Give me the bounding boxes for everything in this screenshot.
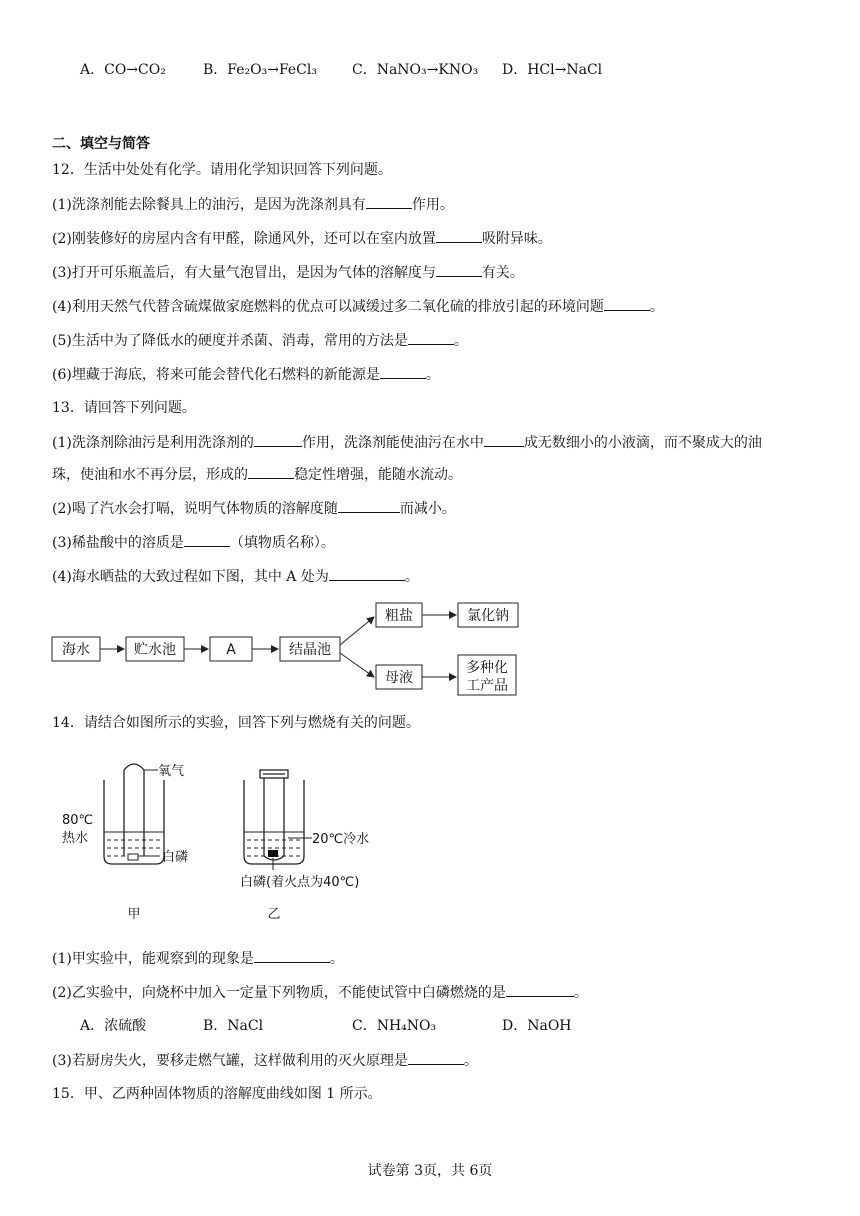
q13-part1-line2 [52,464,462,485]
option-a: A．CO→CO₂ [80,62,166,78]
option-c: C．NaNO₃→KNO₃ [352,62,479,78]
q15-stem: 15．甲、乙两种固体物质的溶解度曲线如图 1 所示。 [52,1086,382,1102]
q13-p2-text-end: 而减小。 [399,501,456,517]
white-phosphorus-left [128,854,138,860]
answer-blank[interactable] [436,228,482,243]
answer-blank[interactable] [184,532,230,547]
q13-part2 [52,498,456,519]
q12-p4-text: (4)利用天然气代替含硫煤做家庭燃料的优点可以减缓过多二氧化硫的排放引起的环境问题 [52,299,604,315]
q12-p2-text: (2)刚装修好的房屋内含有甲醛，除通风外，还可以在室内放置 [52,231,436,247]
label-products-1: 多种化 [466,660,508,676]
label-oxygen: 氧气 [158,764,185,779]
combustion-figure [54,752,400,928]
q14-part2 [52,982,588,1003]
label-nacl: 氯化钠 [467,608,509,624]
q12-p5-text-end: 。 [453,333,468,349]
label-seawater: 海水 [62,642,90,658]
q14-p3-text: (3)若厨房失火，要移走燃气罐，这样做利用的灭火原理是 [52,1053,408,1069]
q12-p2-text-end: 吸附异味。 [481,231,552,247]
q12-part1 [52,194,454,215]
q12-p5-text: (5)生活中为了降低水的硬度并杀菌、消毒，常用的方法是 [52,333,408,349]
label-jia: 甲 [127,907,141,922]
q13-p1-text-tail: 稳定性增强，能随水流动。 [294,467,462,483]
label-white-phosphorus-bottom: 白磷(着火点为40℃) [240,875,360,890]
q12-part5 [52,330,468,351]
label-products-2: 工产品 [466,678,508,694]
label-crude-salt: 粗盐 [385,608,413,624]
option-b: B．Fe₂O₃→FeCl₃ [203,62,317,78]
q13-part3 [52,532,335,553]
label-hot-water: 热水 [62,831,89,846]
salt-flow-diagram [48,597,528,699]
q13-p4-text-end: 。 [404,569,419,585]
q14-p1-text-end: 。 [329,951,344,967]
q13-p1-text-end: 成无数细小的小液滴，而不聚成大的油 [523,435,762,451]
test-tube-left [124,764,144,856]
q14-option-d: D．NaOH [502,1018,572,1034]
q13-p1-text-cont: 珠，使油和水不再分层，形成的 [52,467,248,483]
q12-p4-text-end: 。 [649,299,664,315]
answer-blank[interactable] [338,498,400,513]
q12-p3-text: (3)打开可乐瓶盖后，有大量气泡冒出，是因为气体的溶解度与 [52,265,436,281]
q14-option-b: B．NaCl [203,1018,264,1034]
q13-part4 [52,566,419,587]
label-80c: 80℃ [62,813,94,828]
test-tube-right [264,778,284,860]
q14-p3-text-end: 。 [463,1053,478,1069]
q14-option-c: C．NH₄NO₃ [352,1018,437,1034]
answer-blank[interactable] [408,330,454,345]
q12-p3-text-end: 有关。 [481,265,524,281]
q12-p6-text: (6)埋藏于海底，将来可能会替代化石燃料的新能源是 [52,367,380,383]
q12-part6 [52,364,440,385]
answer-blank[interactable] [408,1050,464,1065]
q14-option-a: A．浓硫酸 [80,1018,147,1034]
q14-p2-text-end: 。 [573,985,588,1001]
label-mother-liquor: 母液 [385,670,413,686]
q13-p2-text: (2)喝了汽水会打嗝，说明气体物质的溶解度随 [52,501,338,517]
option-d: D．HCl→NaCl [502,62,603,78]
q13-p1-text-mid: 作用，洗涤剂能使油污在水中 [301,435,484,451]
answer-blank[interactable] [604,296,650,311]
q13-p1-text: (1)洗涤剂除油污是利用洗涤剂的 [52,435,254,451]
q13-stem: 13．请回答下列问题。 [52,400,196,416]
answer-blank[interactable] [484,432,524,447]
q12-p6-text-end: 。 [425,367,440,383]
q13-p3-text: (3)稀盐酸中的溶质是 [52,535,184,551]
answer-blank[interactable] [254,948,330,963]
label-reservoir: 贮水池 [134,642,176,658]
label-cold-water: 20℃冷水 [312,832,370,847]
q12-p1-text-end: 作用。 [411,197,454,213]
answer-blank[interactable] [506,982,574,997]
q13-part1-line1 [52,432,762,453]
answer-blank[interactable] [254,432,302,447]
label-crystal: 结晶池 [289,642,331,658]
label-a: A [226,642,236,658]
q12-part4 [52,296,664,317]
label-white-phosphorus-left: 白磷 [162,850,189,865]
answer-blank[interactable] [366,194,412,209]
q13-p3-text-end: （填物质名称）。 [229,535,335,551]
section-title: 二、填空与简答 [52,136,150,152]
answer-blank[interactable] [248,464,294,479]
q12-part3 [52,262,524,283]
answer-blank[interactable] [380,364,426,379]
q14-part1 [52,948,344,969]
q13-p4-text: (4)海水晒盐的大致过程如下图，其中 A 处为 [52,569,329,585]
q12-p1-text: (1)洗涤剂能去除餐具上的油污，是因为洗涤剂具有 [52,197,366,213]
answer-blank[interactable] [436,262,482,277]
q14-stem: 14．请结合如图所示的实验，回答下列与燃烧有关的问题。 [52,715,420,731]
page-footer: 试卷第 3页，共 6页 [367,1163,493,1179]
answer-blank[interactable] [329,566,405,581]
q14-p1-text: (1)甲实验中，能观察到的现象是 [52,951,254,967]
q14-p2-text: (2)乙实验中，向烧杯中加入一定量下列物质，不能使试管中白磷燃烧的是 [52,985,506,1001]
q12-part2 [52,228,552,249]
q14-part3 [52,1050,478,1071]
beaker-left [104,780,164,864]
q12-stem: 12．生活中处处有化学。请用化学知识回答下列问题。 [52,162,392,178]
label-yi: 乙 [267,907,281,922]
white-phosphorus-right [268,850,278,857]
